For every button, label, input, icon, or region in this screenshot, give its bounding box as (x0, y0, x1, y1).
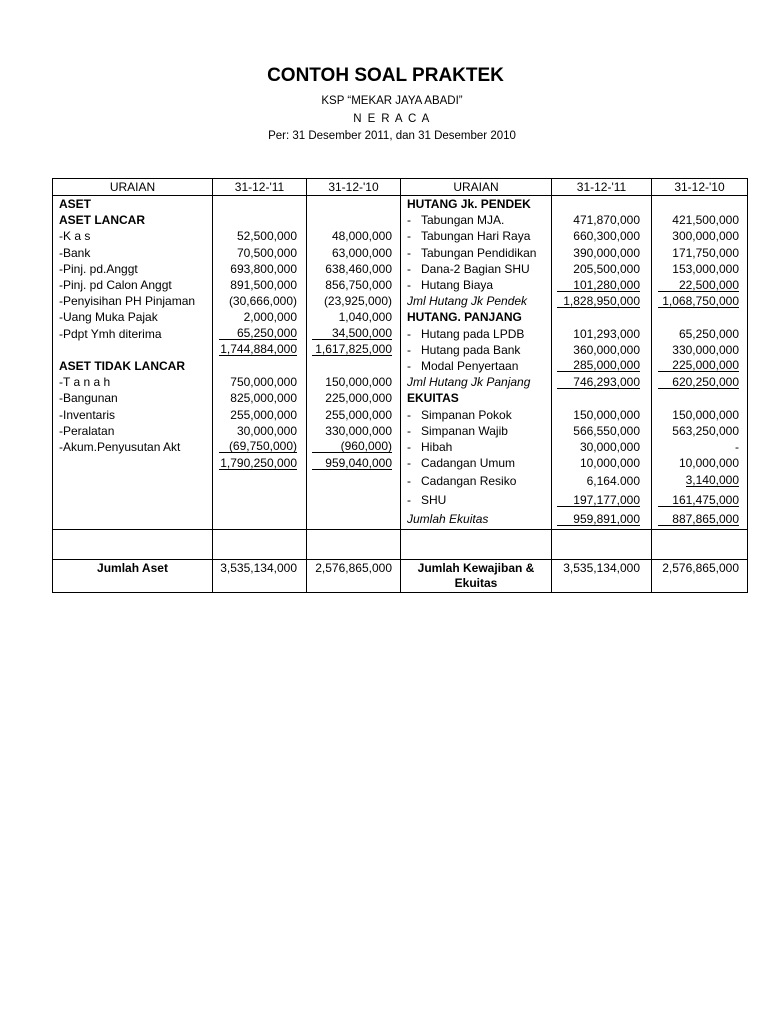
item-dash: - (407, 358, 411, 373)
asset-value-2011 (212, 326, 306, 342)
liability-value-2010 (651, 491, 747, 511)
liability-label-text: Hutang Biaya (421, 278, 494, 293)
underlined-value: 161,475,000 (658, 494, 739, 507)
underlined-value: (69,750,000) (219, 440, 297, 453)
document-title: CONTOH SOAL PRAKTEK (267, 65, 504, 86)
subtotal-label-jumlah-ekuitas: Jumlah Ekuitas (400, 510, 551, 530)
total-liabilities-equity-2011: 3,535,134,000 (551, 560, 651, 592)
liability-value-2011: 150,000,000 (551, 406, 651, 422)
underlined-value: 1,744,884,000 (220, 342, 297, 357)
liability-value-2011: 205,500,000 (551, 261, 651, 277)
underlined-value: 959,891,000 (557, 513, 640, 526)
item-dash: - (407, 342, 411, 357)
item-dash: - (407, 245, 411, 260)
asset-value-2010: 856,750,000 (306, 277, 400, 293)
underlined-value: 3,140,000 (685, 473, 739, 488)
liability-value-2010: - (651, 439, 747, 455)
liability-value-2011: 471,870,000 (551, 212, 651, 228)
item-dash: - (407, 229, 411, 244)
underlined-value: (960,000) (312, 440, 392, 453)
liability-value-2010 (651, 196, 747, 212)
liability-value-2011: 30,000,000 (551, 439, 651, 455)
empty-cell (551, 530, 651, 560)
asset-value-2010 (306, 439, 400, 455)
liability-label (400, 491, 551, 511)
statement-name: N E R A C A (353, 112, 431, 125)
underlined-value: 34,500,000 (312, 327, 392, 340)
asset-label: -Uang Muka Pajak (59, 310, 158, 325)
column-header-uraian-liabilities: URAIAN (400, 179, 551, 196)
liability-label (400, 455, 551, 471)
liability-value-2010: 563,250,000 (651, 423, 747, 439)
empty-cell (53, 491, 212, 511)
empty-cell (212, 471, 306, 491)
liability-label-text: Cadangan Resiko (421, 473, 517, 488)
underlined-value: 959,040,000 (312, 457, 392, 470)
liability-label (400, 245, 551, 261)
liability-value-2011 (551, 491, 651, 511)
asset-value-2010: (23,925,000) (306, 293, 400, 309)
empty-cell (53, 530, 212, 560)
asset-value-2010: 48,000,000 (306, 228, 400, 244)
asset-value-2010: 63,000,000 (306, 245, 400, 261)
asset-value-2010: 150,000,000 (306, 374, 400, 390)
subtotal-label-hutang-jk-pendek: Jml Hutang Jk Pendek (400, 293, 551, 309)
asset-value-2011: 2,000,000 (212, 309, 306, 325)
asset-value-2011: 30,000,000 (212, 423, 306, 439)
item-dash: - (407, 473, 411, 488)
underlined-value: 197,177,000 (557, 494, 640, 507)
underlined-value: 620,250,000 (658, 376, 739, 389)
liability-value-2010: 10,000,000 (651, 455, 747, 471)
asset-label: -Pinj. pd Calon Anggt (59, 278, 172, 293)
total-liabilities-equity-2010: 2,576,865,000 (651, 560, 747, 592)
asset-subtotal-2010 (306, 455, 400, 471)
liability-value-2011: 6,164.000 (551, 471, 651, 491)
document-subtitle (0, 93, 768, 146)
asset-value-2011 (212, 212, 306, 228)
liability-value-2010: 150,000,000 (651, 406, 747, 422)
asset-value-2010 (306, 196, 400, 212)
underlined-value: 101,280,000 (557, 279, 640, 292)
liability-value-2010 (651, 277, 747, 293)
underlined-value: 1,828,950,000 (557, 295, 640, 308)
liability-label (400, 423, 551, 439)
liability-value-2010 (651, 390, 747, 406)
liability-label (400, 439, 551, 455)
asset-value-2010: 1,040,000 (306, 309, 400, 325)
liability-value-2010: 153,000,000 (651, 261, 747, 277)
liability-value-2010 (651, 358, 747, 374)
asset-subtotal-label (53, 342, 212, 358)
asset-value-2011: 750,000,000 (212, 374, 306, 390)
asset-value-2011: 891,500,000 (212, 277, 306, 293)
section-heading-aset-tidak-lancar: ASET TIDAK LANCAR (59, 358, 185, 373)
liability-label-text: Hibah (421, 439, 453, 454)
asset-value-2010 (306, 326, 400, 342)
item-dash: - (407, 493, 411, 508)
liability-value-2011 (551, 309, 651, 325)
liability-value-2010 (651, 471, 747, 491)
total-liabilities-equity-label-text: Jumlah Kewajiban & Ekuitas (417, 560, 535, 590)
underlined-value: 1,790,250,000 (220, 455, 297, 470)
section-heading-aset: ASET (59, 197, 92, 212)
liability-value-2011: 101,293,000 (551, 326, 651, 342)
liability-label (400, 212, 551, 228)
liability-value-2011: 360,000,000 (551, 342, 651, 358)
section-heading-ekuitas: EKUITAS (400, 390, 551, 406)
total-assets-2011: 3,535,134,000 (212, 560, 306, 592)
asset-label: -Bangunan (59, 391, 118, 406)
underlined-value: 285,000,000 (557, 359, 640, 372)
underlined-value: 1,617,825,000 (312, 343, 392, 356)
organization-name: KSP “MEKAR JAYA ABADI” (321, 95, 463, 107)
liability-subtotal-2011 (551, 374, 651, 390)
liability-value-2011: 10,000,000 (551, 455, 651, 471)
liability-label-text: Tabungan MJA. (421, 213, 505, 228)
asset-value-2010 (306, 358, 400, 374)
empty-cell (212, 491, 306, 511)
liability-label-text: Cadangan Umum (421, 456, 516, 471)
underlined-value: 887,865,000 (658, 513, 739, 526)
liability-value-2011: 566,550,000 (551, 423, 651, 439)
asset-label: -K a s (59, 229, 91, 244)
asset-value-2011: 255,000,000 (212, 406, 306, 422)
asset-value-2010: 225,000,000 (306, 390, 400, 406)
asset-value-2011 (212, 439, 306, 455)
column-header-2010-liabilities: 31-12-'10 (651, 179, 747, 196)
liability-label-text: Tabungan Pendidikan (421, 245, 537, 260)
asset-value-2011: 693,800,000 (212, 261, 306, 277)
column-header-2011-assets: 31-12-'11 (212, 179, 306, 196)
liability-value-2010: 171,750,000 (651, 245, 747, 261)
empty-cell (400, 530, 551, 560)
section-heading-hutang-panjang: HUTANG. PANJANG (400, 309, 551, 325)
liability-value-2011 (551, 196, 651, 212)
asset-value-2010: 330,000,000 (306, 423, 400, 439)
asset-value-2010: 255,000,000 (306, 406, 400, 422)
liability-value-2010: 65,250,000 (651, 326, 747, 342)
liability-value-2011 (551, 277, 651, 293)
underlined-value: 22,500,000 (658, 279, 739, 292)
liability-label (400, 358, 551, 374)
equity-subtotal-2010 (651, 510, 747, 530)
asset-value-2011: 52,500,000 (212, 228, 306, 244)
section-heading-hutang-jk-pendek: HUTANG Jk. PENDEK (400, 196, 551, 212)
liability-label (400, 261, 551, 277)
asset-label: -Peralatan (59, 423, 115, 438)
underlined-value: 225,000,000 (658, 359, 739, 372)
underlined-value: 1,068,750,000 (658, 295, 739, 308)
asset-value-2010 (306, 212, 400, 228)
asset-label: -Akum.Penyusutan Akt (59, 439, 181, 454)
underlined-value: 746,293,000 (557, 376, 640, 389)
asset-value-2011 (212, 358, 306, 374)
empty-cell (306, 471, 400, 491)
empty-cell (53, 471, 212, 491)
statement-period: Per: 31 Desember 2011, dan 31 Desember 2010 (268, 130, 516, 142)
asset-value-2011: 825,000,000 (212, 390, 306, 406)
asset-subtotal-2010 (306, 342, 400, 358)
liability-label (400, 471, 551, 491)
item-dash: - (407, 213, 411, 228)
empty-cell (306, 510, 400, 530)
subtotal-label-hutang-jk-panjang: Jml Hutang Jk Panjang (400, 374, 551, 390)
asset-label: -T a n a h (59, 375, 111, 390)
liability-label-text: Simpanan Pokok (421, 407, 512, 422)
liability-label-text: Modal Penyertaan (421, 358, 519, 373)
item-dash: - (407, 326, 411, 341)
item-dash: - (407, 407, 411, 422)
liability-subtotal-2010 (651, 374, 747, 390)
liability-subtotal-2010 (651, 293, 747, 309)
equity-subtotal-2011 (551, 510, 651, 530)
column-header-2010-assets: 31-12-'10 (306, 179, 400, 196)
total-assets-label-text: Jumlah Aset (97, 560, 168, 575)
empty-cell (306, 530, 400, 560)
asset-label: -Pinj. pd.Anggt (59, 261, 138, 276)
asset-subtotal-label (53, 455, 212, 471)
empty-cell (212, 530, 306, 560)
liability-value-2010: 300,000,000 (651, 228, 747, 244)
asset-subtotal-2011 (212, 342, 306, 358)
liability-label (400, 228, 551, 244)
section-heading-aset-lancar: ASET LANCAR (59, 213, 145, 228)
column-header-2011-liabilities: 31-12-'11 (551, 179, 651, 196)
asset-value-2011: (30,666,000) (212, 293, 306, 309)
asset-value-2011 (212, 196, 306, 212)
liability-label (400, 406, 551, 422)
asset-label: -Penyisihan PH Pinjaman (59, 294, 196, 309)
item-dash: - (407, 278, 411, 293)
liability-value-2011: 390,000,000 (551, 245, 651, 261)
liability-value-2010: 330,000,000 (651, 342, 747, 358)
asset-subtotal-2011 (212, 455, 306, 471)
empty-cell (53, 510, 212, 530)
asset-label: -Inventaris (59, 407, 116, 422)
item-dash: - (407, 439, 411, 454)
liability-label-text: SHU (421, 493, 447, 508)
liability-label-text: Dana-2 Bagian SHU (421, 261, 530, 276)
empty-cell (651, 530, 747, 560)
liability-label-text: Hutang pada Bank (421, 342, 521, 357)
liability-label-text: Tabungan Hari Raya (421, 229, 531, 244)
liability-subtotal-2011 (551, 293, 651, 309)
empty-cell (306, 491, 400, 511)
liability-label-text: Simpanan Wajib (421, 423, 508, 438)
total-liabilities-equity-label (400, 560, 551, 592)
underlined-value: 65,250,000 (219, 327, 297, 340)
liability-label-text: Hutang pada LPDB (421, 326, 525, 341)
item-dash: - (407, 456, 411, 471)
empty-cell (212, 510, 306, 530)
liability-value-2011: 660,300,000 (551, 228, 651, 244)
asset-value-2010: 638,460,000 (306, 261, 400, 277)
asset-label: -Pdpt Ymh diterima (59, 326, 162, 341)
liability-value-2010 (651, 309, 747, 325)
total-assets-label (53, 560, 212, 592)
liability-label (400, 326, 551, 342)
asset-value-2011: 70,500,000 (212, 245, 306, 261)
item-dash: - (407, 261, 411, 276)
column-header-uraian-assets: URAIAN (53, 179, 212, 196)
item-dash: - (407, 423, 411, 438)
liability-value-2010: 421,500,000 (651, 212, 747, 228)
liability-label (400, 277, 551, 293)
asset-label: -Bank (59, 245, 91, 260)
liability-value-2011 (551, 390, 651, 406)
liability-value-2011 (551, 358, 651, 374)
total-assets-2010: 2,576,865,000 (306, 560, 400, 592)
balance-sheet-table (52, 178, 748, 593)
liability-label (400, 342, 551, 358)
